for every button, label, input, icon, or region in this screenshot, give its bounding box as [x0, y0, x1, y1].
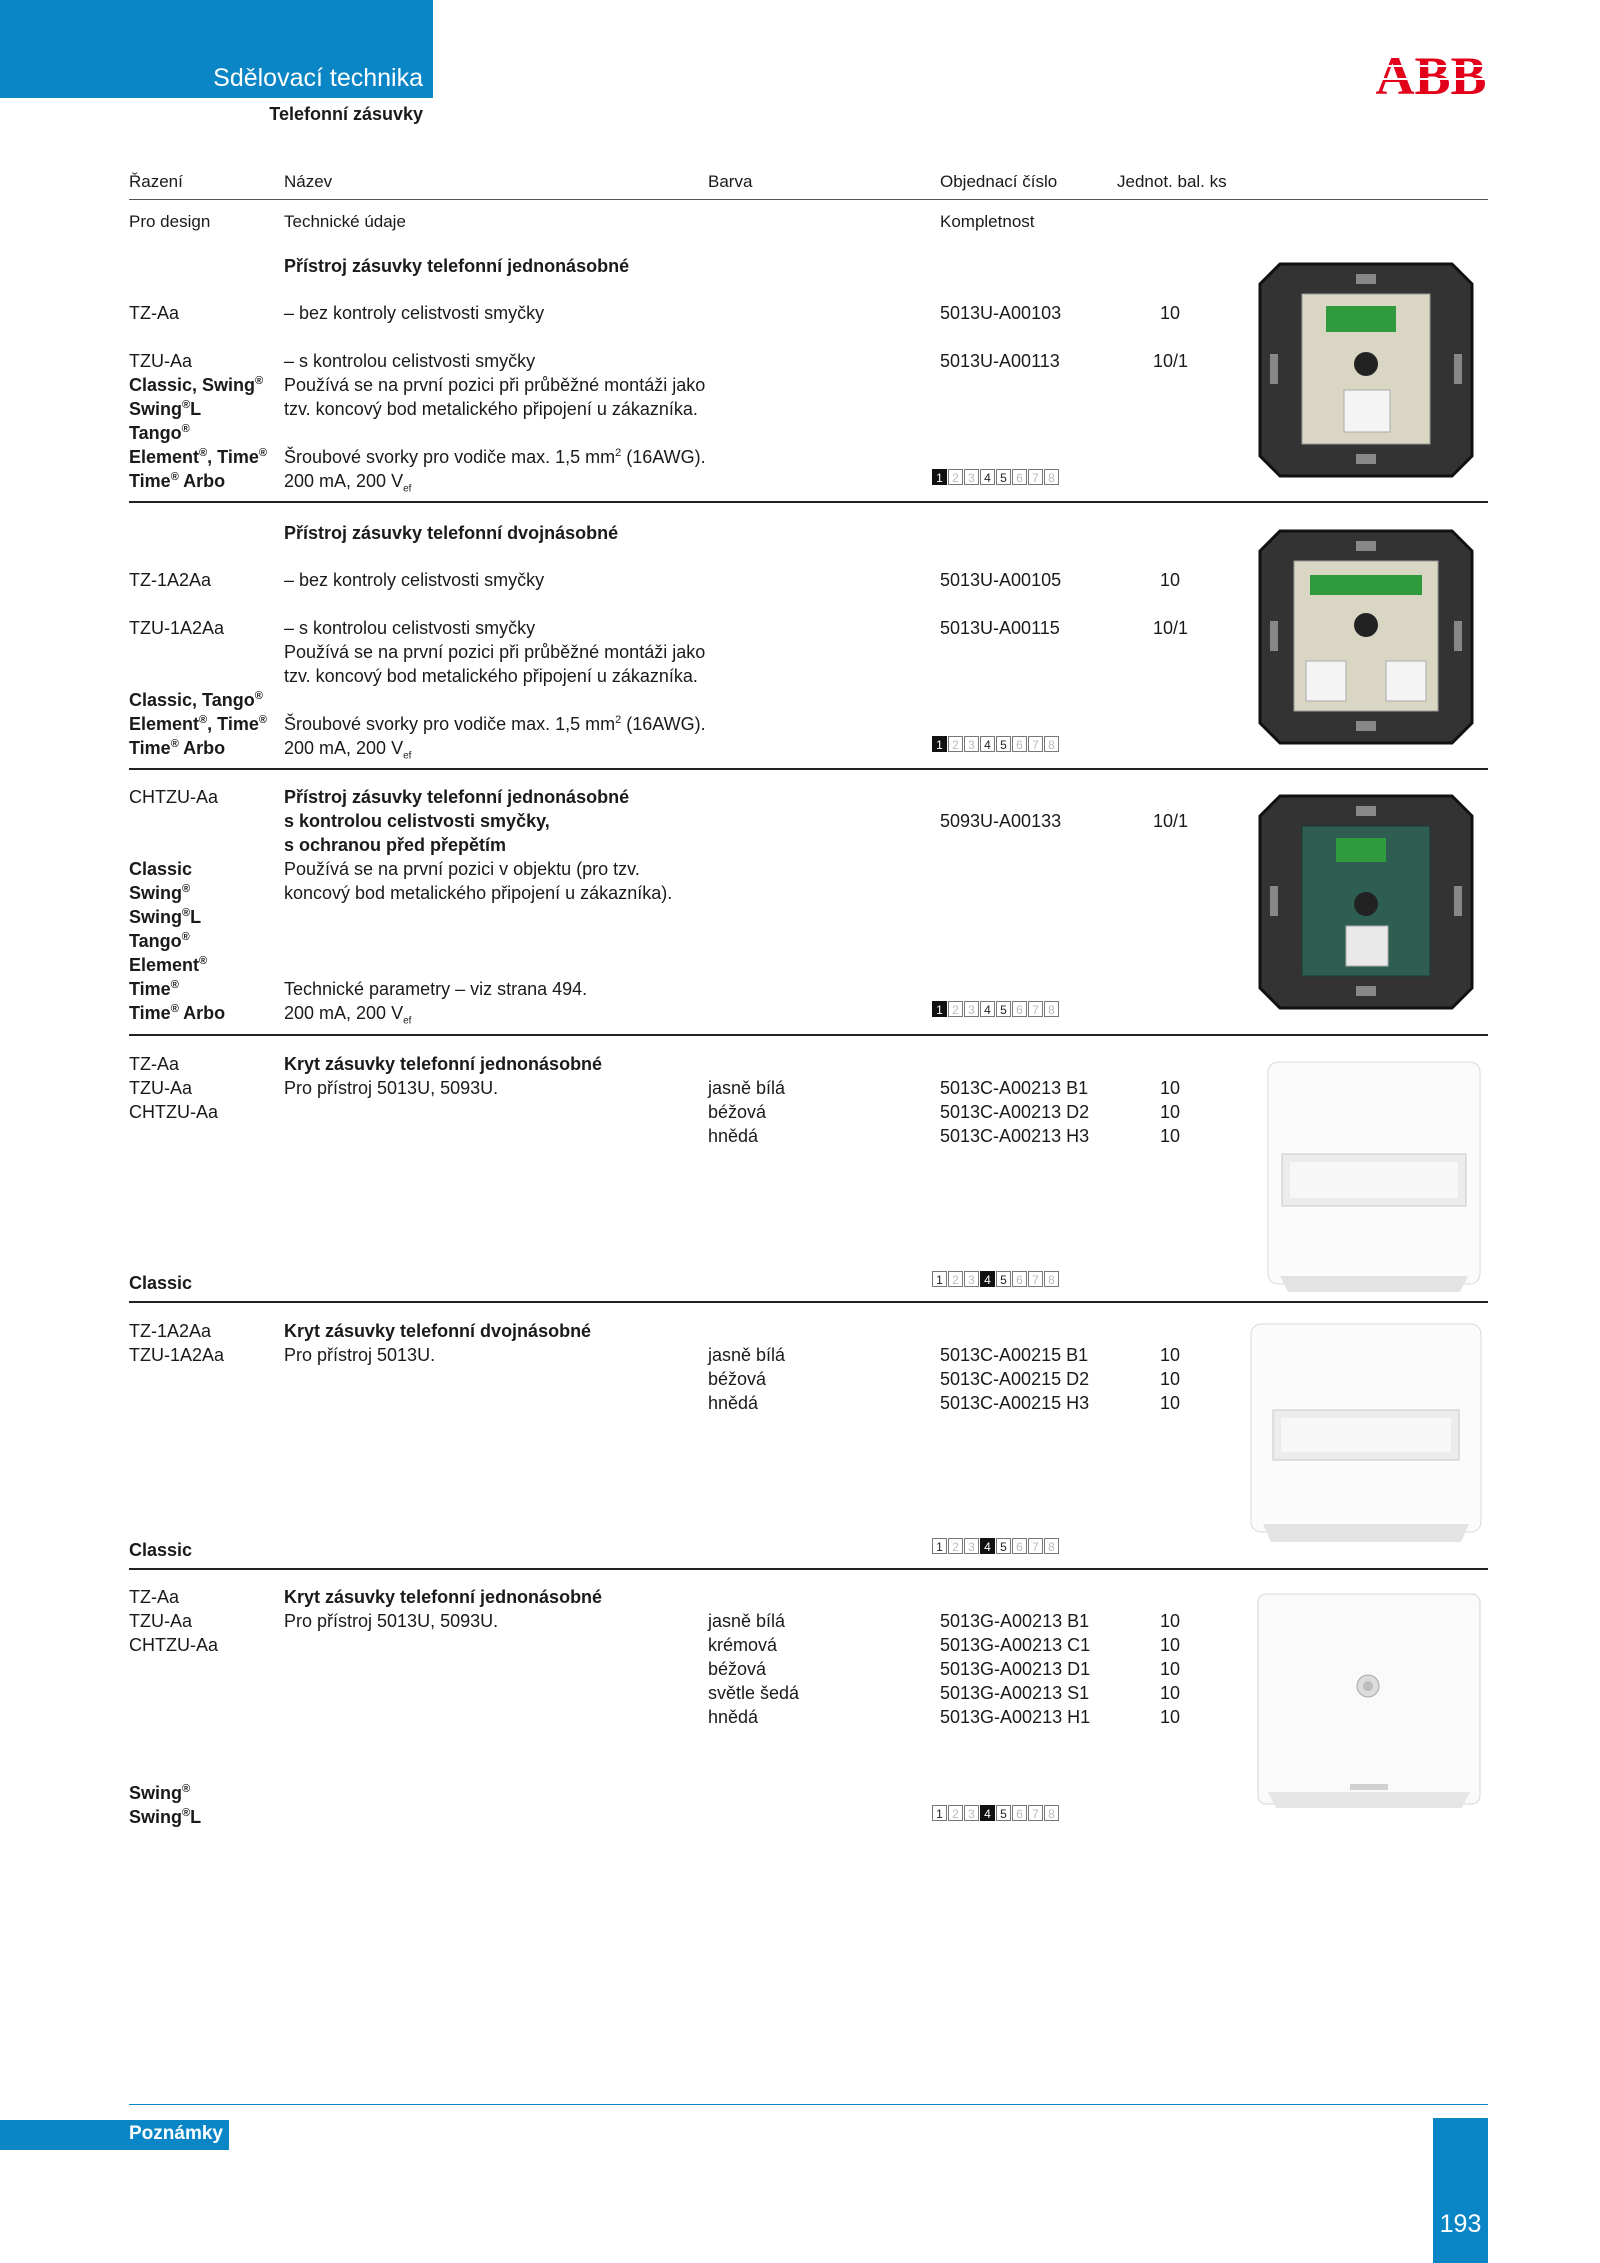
tag-cell: 7 [1028, 469, 1043, 485]
tag-cell: 6 [1012, 1538, 1027, 1554]
col-pro-design: Pro design [129, 212, 211, 231]
s2-design-1: Classic, Tango® [129, 690, 263, 710]
s4-code-2: TZU-Aa [129, 1078, 192, 1098]
s3-design-3: Swing®L [129, 907, 202, 927]
s1-code-1: TZ-Aa [129, 303, 180, 323]
s6-qty-2: 10 [1160, 1635, 1181, 1655]
s6-qty-1: 10 [1160, 1611, 1181, 1631]
tag-cell: 6 [1012, 1271, 1027, 1287]
s5-title: Kryt zásuvky telefonní dvojnásobné [284, 1321, 592, 1341]
col-razeni: Řazení [129, 172, 183, 191]
s6-color-1: jasně bílá [708, 1611, 786, 1631]
tag-cell: 2 [948, 1271, 963, 1287]
tag-cell: 7 [1028, 1271, 1043, 1287]
single-socket-insert-photo [1250, 254, 1482, 486]
s3-title-3: s ochranou před přepětím [284, 835, 507, 855]
s3-title-1: Přístroj zásuvky telefonní jednonásobné [284, 787, 630, 807]
s1-name-1: – bez kontroly celistvosti smyčky [284, 303, 545, 323]
s1-qty-2: 10/1 [1153, 351, 1189, 371]
s2-order-1: 5013U-A00105 [940, 570, 1062, 590]
rule-s5 [129, 1568, 1488, 1570]
s1-desc-2: tzv. koncový bod metalického připojení u zákazníka. [284, 399, 698, 419]
s4-code-1: TZ-Aa [129, 1054, 180, 1074]
s1-desc-1: Používá se na první pozici při průběžné montáži jako [284, 375, 706, 395]
rule-s1 [129, 501, 1488, 503]
notes-label: Poznámky [129, 2123, 223, 2144]
tag-cell: 7 [1028, 736, 1043, 752]
s1-desc-3: Šroubové svorky pro vodiče max. 1,5 $mm^2$ (16AWG). [284, 447, 706, 467]
s6-order-2: 5013G-A00213 C1 [940, 1635, 1091, 1655]
s6-code-3: CHTZU-Aa [129, 1635, 218, 1655]
s6-qty-5: 10 [1160, 1707, 1181, 1727]
s2-title: Přístroj zásuvky telefonní dvojnásobné [284, 523, 619, 543]
rule-s4 [129, 1301, 1488, 1303]
tag-cell: 8 [1044, 1271, 1059, 1287]
s1-design-4: Element®, Time® [129, 447, 267, 467]
double-cover-classic-photo [1245, 1320, 1488, 1545]
tag-cell: 1 [932, 736, 947, 752]
s3-code: CHTZU-Aa [129, 787, 218, 807]
s3-desc-2: koncový bod metalického připojení u zákazníka). [284, 883, 673, 903]
s1-order-1: 5013U-A00103 [940, 303, 1062, 323]
s2-module-tag [932, 736, 1060, 756]
s5-color-2: béžová [708, 1369, 767, 1389]
tag-cell: 1 [932, 1271, 947, 1287]
s2-code-2: TZU-1A2Aa [129, 618, 225, 638]
tag-cell: 2 [948, 1805, 963, 1821]
s2-order-2: 5013U-A00115 [940, 618, 1060, 638]
s3-desc-3: Technické parametry – viz strana 494. [284, 979, 588, 999]
tag-cell: 4 [980, 1001, 995, 1017]
s6-sub: Pro přístroj 5013U, 5093U. [284, 1611, 499, 1631]
tag-cell: 6 [1012, 736, 1027, 752]
s2-name-2: – s kontrolou celistvosti smyčky [284, 618, 536, 638]
s1-code-2: TZU-Aa [129, 351, 192, 371]
tag-cell: 4 [980, 1538, 995, 1554]
s5-color-3: hnědá [708, 1393, 759, 1413]
s6-title: Kryt zásuvky telefonní jednonásobné [284, 1587, 603, 1607]
s4-qty-3: 10 [1160, 1126, 1181, 1146]
s2-qty-2: 10/1 [1153, 618, 1189, 638]
tag-cell: 8 [1044, 469, 1059, 485]
abb-logo [1375, 48, 1487, 102]
tag-cell: 7 [1028, 1001, 1043, 1017]
s3-title-2: s kontrolou celistvosti smyčky, [284, 811, 550, 831]
s2-desc-1: Používá se na první pozici při průběžné montáži jako [284, 642, 706, 662]
page-number-bar [1433, 2118, 1488, 2263]
tag-cell: 3 [964, 1538, 979, 1554]
col-objednaci-cislo: Objednací číslo [940, 172, 1058, 191]
s4-order-2: 5013C-A00213 D2 [940, 1102, 1090, 1122]
s2-desc-3: Šroubové svorky pro vodiče max. 1,5 $mm^2$ (16AWG). [284, 714, 706, 734]
tag-cell: 1 [932, 1805, 947, 1821]
s5-qty-3: 10 [1160, 1393, 1181, 1413]
surge-protected-socket-insert-photo [1250, 786, 1482, 1018]
s4-qty-2: 10 [1160, 1102, 1181, 1122]
tag-cell: 8 [1044, 1001, 1059, 1017]
col-jednot-bal: Jednot. bal. ks [1117, 172, 1227, 191]
s4-color-3: hnědá [708, 1126, 759, 1146]
tag-cell: 5 [996, 1538, 1011, 1554]
s4-qty-1: 10 [1160, 1078, 1181, 1098]
s6-design-1: Swing® [129, 1783, 191, 1803]
s2-desc-4: 200 mA, 200 $V_{ef}$ [284, 738, 412, 762]
s5-design: Classic [129, 1540, 193, 1560]
rule-s3 [129, 1034, 1488, 1036]
tag-cell: 3 [964, 469, 979, 485]
s5-qty-1: 10 [1160, 1345, 1181, 1365]
tag-cell: 3 [964, 1001, 979, 1017]
page-number: 193 [1439, 2210, 1482, 2238]
s3-design-1: Classic [129, 859, 193, 879]
tag-cell: 5 [996, 1001, 1011, 1017]
s5-qty-2: 10 [1160, 1369, 1181, 1389]
single-cover-swing-photo [1250, 1588, 1488, 1813]
s1-desc-4: 200 mA, 200 $V_{ef}$ [284, 471, 412, 495]
double-socket-insert-photo [1250, 521, 1482, 753]
tag-cell: 1 [932, 1001, 947, 1017]
s1-design-5: Time® Arbo [129, 471, 226, 491]
tag-cell: 3 [964, 1805, 979, 1821]
section-subtitle: Telefonní zásuvky [269, 104, 423, 124]
s5-module-tag [932, 1538, 1060, 1558]
tag-cell: 6 [1012, 1805, 1027, 1821]
s6-design-2: Swing®L [129, 1807, 202, 1827]
tag-cell: 2 [948, 469, 963, 485]
s3-design-5: Element® [129, 955, 208, 975]
s6-order-1: 5013G-A00213 B1 [940, 1611, 1090, 1631]
s1-title: Přístroj zásuvky telefonní jednonásobné [284, 256, 630, 276]
col-barva: Barva [708, 172, 753, 191]
s5-order-3: 5013C-A00215 H3 [940, 1393, 1090, 1413]
s4-module-tag [932, 1271, 1060, 1291]
col-nazev: Název [284, 172, 333, 191]
s6-code-1: TZ-Aa [129, 1587, 180, 1607]
col-technicke-udaje: Technické údaje [284, 212, 406, 231]
s2-desc-2: tzv. koncový bod metalického připojení u zákazníka. [284, 666, 698, 686]
s2-code-1: TZ-1A2Aa [129, 570, 212, 590]
s5-sub: Pro přístroj 5013U. [284, 1345, 436, 1365]
col-kompletnost: Kompletnost [940, 212, 1035, 231]
s1-design-2: Swing®L [129, 399, 202, 419]
s6-qty-4: 10 [1160, 1683, 1181, 1703]
s5-order-1: 5013C-A00215 B1 [940, 1345, 1089, 1365]
section-title: Sdělovací technika [213, 64, 423, 92]
s2-name-1: – bez kontroly celistvosti smyčky [284, 570, 545, 590]
s5-code-1: TZ-1A2Aa [129, 1321, 212, 1341]
svg-text:ABB: ABB [1375, 48, 1487, 102]
s6-code-2: TZU-Aa [129, 1611, 192, 1631]
tag-cell: 2 [948, 1538, 963, 1554]
tag-cell: 4 [980, 469, 995, 485]
tag-cell: 2 [948, 1001, 963, 1017]
tag-cell: 2 [948, 736, 963, 752]
s3-design-4: Tango® [129, 931, 190, 951]
s3-design-2: Swing® [129, 883, 191, 903]
tag-cell: 3 [964, 736, 979, 752]
tag-cell: 7 [1028, 1538, 1043, 1554]
s6-color-4: světle šedá [708, 1683, 800, 1703]
s3-qty: 10/1 [1153, 811, 1189, 831]
tag-cell: 8 [1044, 736, 1059, 752]
tag-cell: 8 [1044, 1805, 1059, 1821]
s5-code-2: TZU-1A2Aa [129, 1345, 225, 1365]
tag-cell: 7 [1028, 1805, 1043, 1821]
s6-order-5: 5013G-A00213 H1 [940, 1707, 1091, 1727]
s1-qty-1: 10 [1160, 303, 1181, 323]
tag-cell: 5 [996, 736, 1011, 752]
s6-qty-3: 10 [1160, 1659, 1181, 1679]
s4-title: Kryt zásuvky telefonní jednonásobné [284, 1054, 603, 1074]
tag-cell: 1 [932, 1538, 947, 1554]
s3-design-7: Time® Arbo [129, 1003, 226, 1023]
s6-module-tag [932, 1805, 1060, 1825]
tag-cell: 3 [964, 1271, 979, 1287]
s4-order-1: 5013C-A00213 B1 [940, 1078, 1089, 1098]
tag-cell: 5 [996, 1805, 1011, 1821]
s1-order-2: 5013U-A00113 [940, 351, 1060, 371]
s6-order-4: 5013G-A00213 S1 [940, 1683, 1090, 1703]
tag-cell: 6 [1012, 469, 1027, 485]
s2-design-3: Time® Arbo [129, 738, 226, 758]
s1-module-tag [932, 469, 1060, 489]
s1-name-2: – s kontrolou celistvosti smyčky [284, 351, 536, 371]
tag-cell: 5 [996, 469, 1011, 485]
header-rule [129, 199, 1488, 200]
s1-design-3: Tango® [129, 423, 190, 443]
tag-cell: 1 [932, 469, 947, 485]
s6-color-2: krémová [708, 1635, 778, 1655]
s6-color-3: béžová [708, 1659, 767, 1679]
s4-design: Classic [129, 1273, 193, 1293]
tag-cell: 8 [1044, 1538, 1059, 1554]
s4-code-3: CHTZU-Aa [129, 1102, 218, 1122]
tag-cell: 4 [980, 1805, 995, 1821]
s3-module-tag [932, 1001, 1060, 1021]
tag-cell: 5 [996, 1271, 1011, 1287]
s2-qty-1: 10 [1160, 570, 1181, 590]
s3-design-6: Time® [129, 979, 179, 999]
s4-order-3: 5013C-A00213 H3 [940, 1126, 1090, 1146]
s4-sub: Pro přístroj 5013U, 5093U. [284, 1078, 499, 1098]
s1-design-1: Classic, Swing® [129, 375, 264, 395]
notes-rule [129, 2104, 1488, 2105]
s4-color-2: béžová [708, 1102, 767, 1122]
s6-order-3: 5013G-A00213 D1 [940, 1659, 1091, 1679]
rule-s2 [129, 768, 1488, 770]
tag-cell: 4 [980, 736, 995, 752]
tag-cell: 6 [1012, 1001, 1027, 1017]
tag-cell: 4 [980, 1271, 995, 1287]
s5-order-2: 5013C-A00215 D2 [940, 1369, 1090, 1389]
s5-color-1: jasně bílá [708, 1345, 786, 1365]
s4-color-1: jasně bílá [708, 1078, 786, 1098]
s3-order: 5093U-A00133 [940, 811, 1062, 831]
s2-design-2: Element®, Time® [129, 714, 267, 734]
s3-desc-4: 200 mA, 200 $V_{ef}$ [284, 1003, 412, 1027]
s3-desc-1: Používá se na první pozici v objektu (pro tzv. [284, 859, 640, 879]
s6-color-5: hnědá [708, 1707, 759, 1727]
single-cover-classic-photo [1260, 1056, 1488, 1296]
